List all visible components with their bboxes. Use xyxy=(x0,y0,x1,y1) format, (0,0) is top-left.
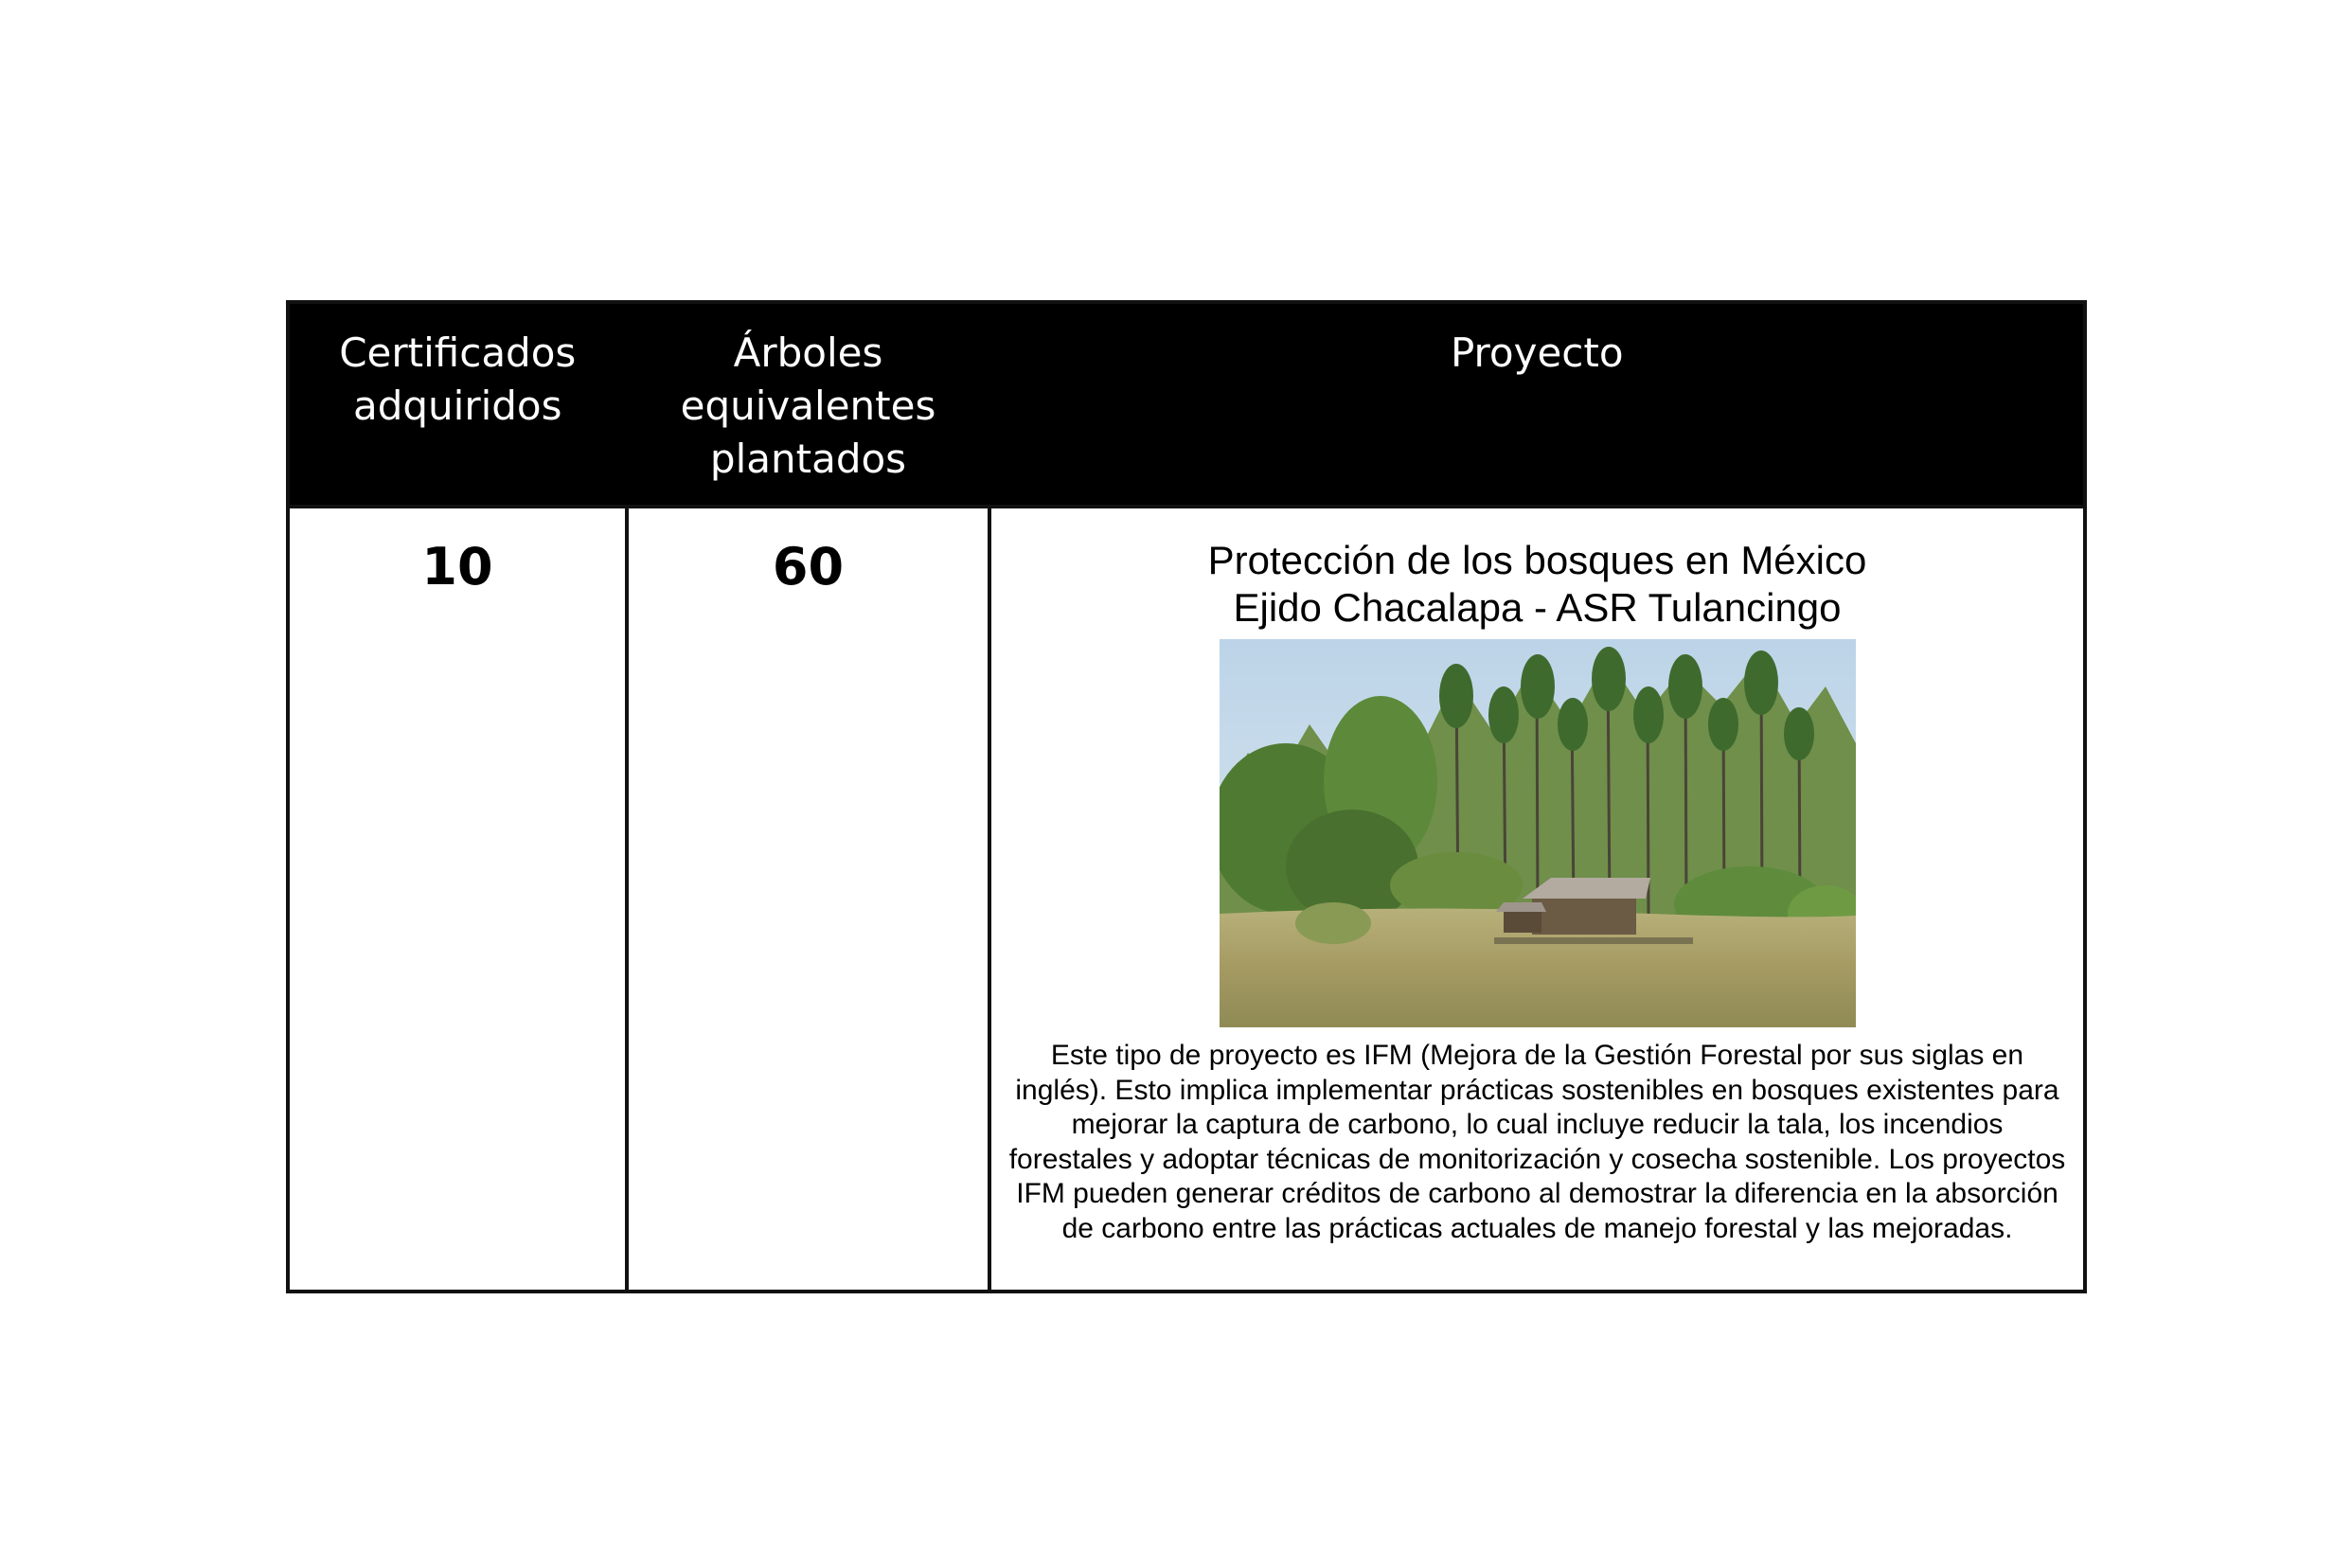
header-certificates xyxy=(288,302,627,507)
forest-photo xyxy=(1220,639,1856,1027)
certificates-table xyxy=(286,300,2087,1293)
header-project xyxy=(989,302,2085,507)
header-trees xyxy=(627,302,989,507)
project-title-line-2: Ejido Chacalapa - ASR Tulancingo xyxy=(1233,585,1842,630)
header-certificates-line-2: adquiridos xyxy=(352,383,562,429)
project-title-line-1: Protección de los bosques en México xyxy=(1207,538,1867,582)
project-cell xyxy=(989,507,2085,1292)
header-trees-line-3: plantados xyxy=(709,436,907,482)
table-row xyxy=(288,507,2085,1292)
table-header-row xyxy=(288,302,2085,507)
trees-cell xyxy=(627,507,989,1292)
trees-count: 60 xyxy=(772,537,845,597)
certificates-count: 10 xyxy=(421,537,493,597)
project-title xyxy=(991,537,2083,632)
header-trees-line-2: equivalentes xyxy=(680,383,936,429)
header-trees-line-1: Árboles xyxy=(733,330,883,376)
header-project-label: Proyecto xyxy=(1450,330,1624,376)
project-description: Este tipo de proyecto es IFM (Mejora de la Gestión Forestal por sus siglas en inglés). Esto implica implementar prácticas sostenibles en bosques existentes para mejorar la captura de carbono, lo cual incluye reducir la tala, los incendios forestales y adoptar técnicas de monitorización y cosecha sostenible. Los proyectos IFM pueden generar créditos de carbono al demostrar la diferencia en la absorción de carbono entre las prácticas actuales de manejo forestal y las mejoradas. xyxy=(1008,1040,2066,1244)
header-certificates-line-1: Certificados xyxy=(339,330,577,376)
certificates-cell xyxy=(288,507,627,1292)
